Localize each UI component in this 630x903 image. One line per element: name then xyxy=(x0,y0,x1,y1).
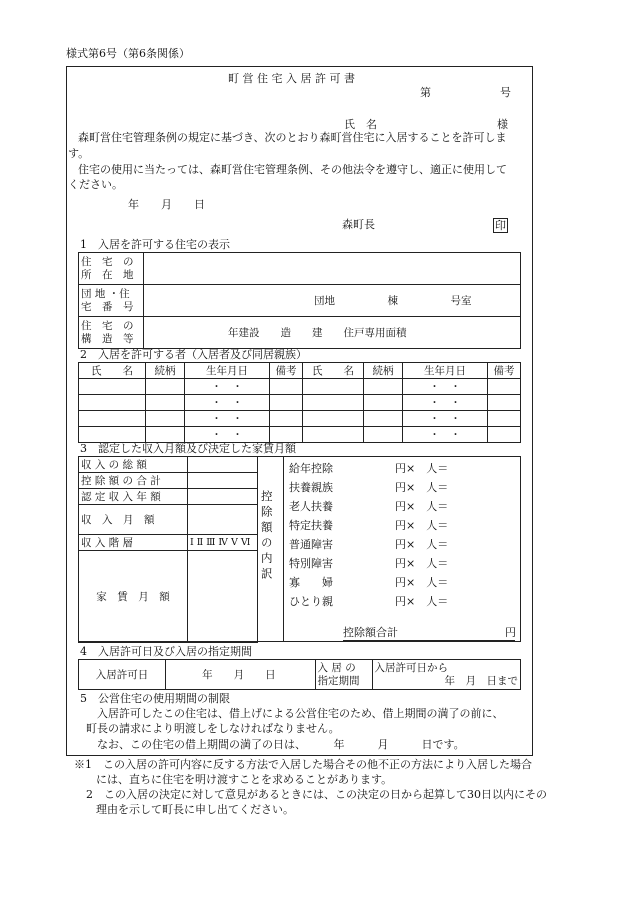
rent-label: 家 賃 月 額 xyxy=(79,551,188,643)
note-1-line1: ※1 この入居の許可内容に反する方法で入居した場合その他不正の方法により入居した場合 xyxy=(74,758,532,771)
income-table xyxy=(78,456,258,643)
ded-unit-0: 円× 人＝ xyxy=(395,462,449,475)
ded-unit-3: 円× 人＝ xyxy=(395,519,449,532)
occupants-table xyxy=(78,362,521,443)
location-value[interactable] xyxy=(144,253,521,285)
note-1-line2: には、直ちに住宅を明け渡すことを求めることがあります。 xyxy=(96,773,393,786)
period-to: 年 月 日まで xyxy=(444,674,518,687)
col-relation-2: 続柄 xyxy=(364,363,403,379)
ded-label-6: 寡 婦 xyxy=(289,576,333,589)
col-note-2: 備考 xyxy=(488,363,521,379)
house-number-value: 団地 棟 号室 xyxy=(144,285,521,317)
form-number: 様式第6号（第6条関係） xyxy=(66,47,190,60)
total-underline xyxy=(343,640,515,641)
ded-label-0: 給年控除 xyxy=(289,462,333,475)
issue-date: 年 月 日 xyxy=(128,198,205,211)
ded-unit-7: 円× 人＝ xyxy=(395,595,449,608)
location-label: 住 宅 の 所 在 地 xyxy=(79,253,144,285)
col-relation-1: 続柄 xyxy=(146,363,185,379)
sama-label: 様 xyxy=(497,118,508,131)
mayor-label: 森町長 xyxy=(342,218,375,231)
number-label: 第 xyxy=(420,86,431,99)
structure-label: 住 宅 の 構 造 等 xyxy=(79,317,144,349)
deduction-sum-label: 控 除 額 の 合 計 xyxy=(79,473,188,489)
period-label: 入 居 の 指定期間 xyxy=(315,660,372,690)
permit-date-value: 年 月 日 xyxy=(166,660,315,690)
note-2-line1: 2 この入居の決定に対して意見があるときには、この決定の日から起算して30日以内にその xyxy=(86,788,547,801)
name-label: 氏 名 xyxy=(344,118,377,131)
ded-label-1: 扶養親族 xyxy=(289,481,333,494)
para2-line2: ください。 xyxy=(68,178,123,191)
total-income-label: 収 入 の 総 額 xyxy=(79,457,188,473)
number-suffix: 号 xyxy=(500,86,511,99)
ded-label-5: 特別障害 xyxy=(289,557,333,570)
para1-line1: 森町営住宅管理条例の規定に基づき、次のとおり森町営住宅に入居することを許可しま xyxy=(78,131,507,144)
divider xyxy=(283,456,284,642)
ded-unit-2: 円× 人＝ xyxy=(395,500,449,513)
permit-table xyxy=(78,659,521,690)
period-from: 入居許可日から xyxy=(374,661,448,674)
note-2-line2: 理由を示して町長に申し出てください。 xyxy=(96,803,294,816)
sec5-line1: 入居許可したこの住宅は、借上げによる公営住宅のため、借上期間の満了の前に、 xyxy=(97,707,504,720)
ded-label-4: 普通障害 xyxy=(289,538,333,551)
table-row: ・ ・ ・ ・ xyxy=(79,411,521,427)
house-table xyxy=(78,252,521,349)
table-row: ・ ・ ・ ・ xyxy=(79,379,521,395)
stage-values: Ⅰ Ⅱ Ⅲ Ⅳ Ⅴ Ⅵ xyxy=(188,535,258,551)
para1-line2: す。 xyxy=(68,147,90,160)
col-name-1: 氏 名 xyxy=(79,363,146,379)
form-title: 町 営 住 宅 入 居 許 可 書 xyxy=(228,72,355,85)
ded-label-3: 特定扶養 xyxy=(289,519,333,532)
table-row: ・ ・ ・ ・ xyxy=(79,427,521,443)
ded-unit-5: 円× 人＝ xyxy=(395,557,449,570)
table-row: ・ ・ ・ ・ xyxy=(79,395,521,411)
sec5-heading: 5 公営住宅の使用期間の制限 xyxy=(80,692,230,705)
monthly-income-label: 収 入 月 額 xyxy=(79,505,188,535)
ded-label-2: 老人扶養 xyxy=(289,500,333,513)
permit-date-label: 入居許可日 xyxy=(79,660,166,690)
ded-unit-1: 円× 人＝ xyxy=(395,481,449,494)
seal-icon: 印 xyxy=(495,219,506,232)
sec2-heading: 2 入居を許可する者（入居者及び同居親族） xyxy=(80,348,307,361)
sec5-line2: 町長の請求により明渡しをしなければなりません。 xyxy=(86,722,340,735)
sec1-heading: 1 入居を許可する住宅の表示 xyxy=(80,238,230,251)
house-number-label: 団 地 ・住 宅 番 号 xyxy=(79,285,144,317)
ded-unit-6: 円× 人＝ xyxy=(395,576,449,589)
deduction-breakdown-label: 控除額の内訳 xyxy=(259,490,274,583)
stage-label: 収 入 階 層 xyxy=(79,535,188,551)
annual-income-label: 認 定 収 入 年 額 xyxy=(79,489,188,505)
sec5-line3: なお、この住宅の借上期間の満了の日は、 年 月 日です。 xyxy=(97,738,465,751)
structure-value: 年建設 造 建 住戸専用面積 xyxy=(144,317,521,349)
col-note-1: 備考 xyxy=(270,363,303,379)
col-dob-1: 生年月日 xyxy=(185,363,270,379)
deduction-total-label: 控除額合計 xyxy=(343,626,398,639)
col-dob-2: 生年月日 xyxy=(403,363,488,379)
para2-line1: 住宅の使用に当たっては、森町営住宅管理条例、その他法令を遵守し、適正に使用して xyxy=(78,163,507,176)
deduction-total-unit: 円 xyxy=(505,626,516,639)
col-name-2: 氏 名 xyxy=(303,363,364,379)
ded-unit-4: 円× 人＝ xyxy=(395,538,449,551)
sec4-heading: 4 入居許可日及び入居の指定期間 xyxy=(80,645,252,658)
ded-label-7: ひとり親 xyxy=(289,595,333,608)
sec3-heading: 3 認定した収入月額及び決定した家賃月額 xyxy=(80,442,296,455)
